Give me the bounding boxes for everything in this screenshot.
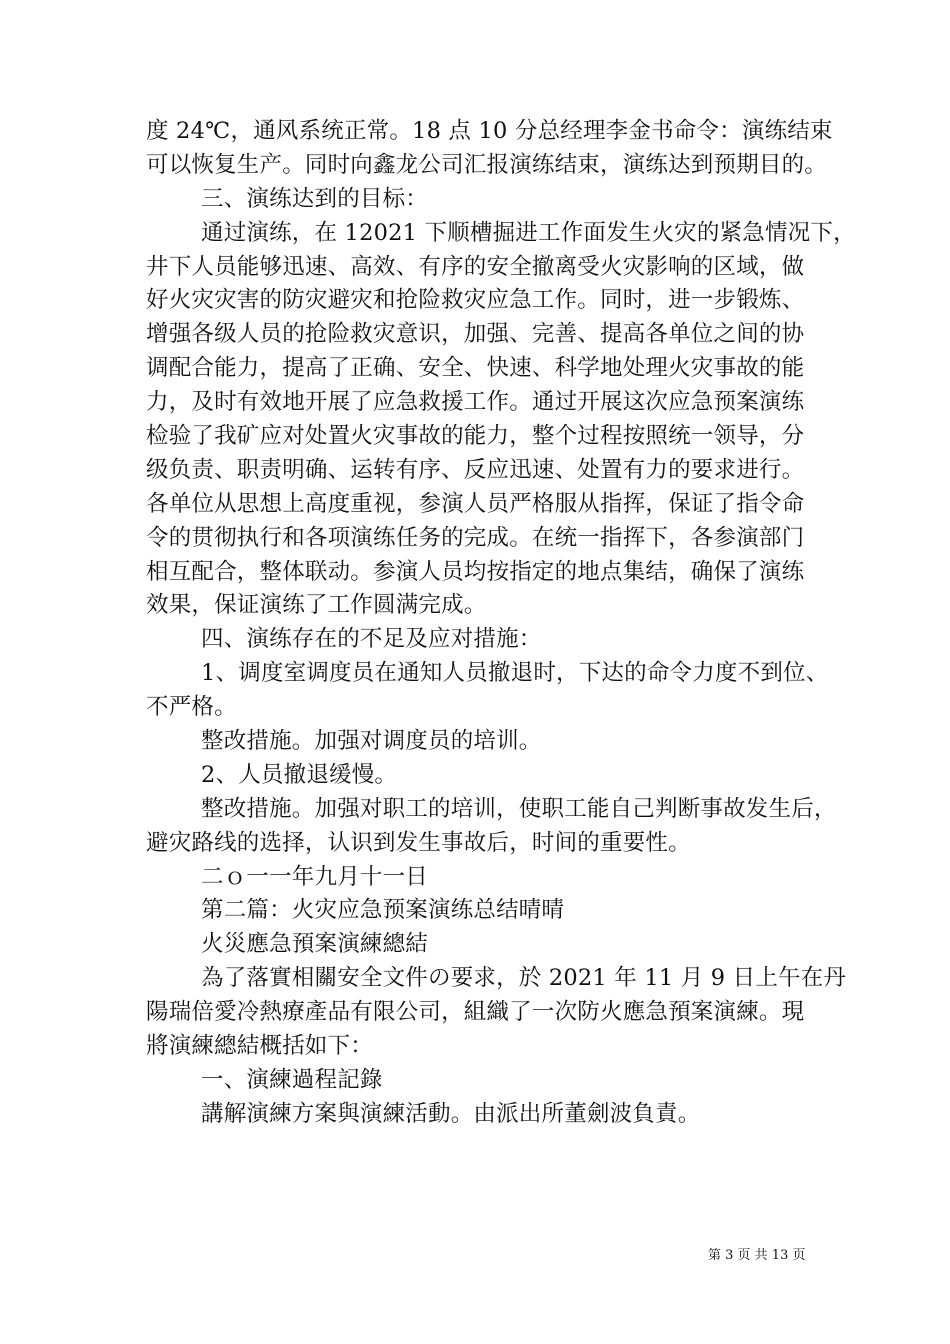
text-line: 效果，保证演练了工作圆满完成。 [146, 592, 487, 619]
text-line: 第二篇：火灾应急预案演练总结晴晴 [201, 897, 565, 924]
text-line: 级负责、职责明确、运转有序、反应迅速、处置有力的要求进行。 [146, 456, 805, 483]
text-line: 四、演练存在的不足及应对措施： [201, 626, 542, 653]
text-line: 三、演练达到的目标： [201, 185, 429, 212]
document-body [146, 115, 856, 1132]
text-line: 令的贯彻执行和各项演练任务的完成。在统一指挥下，各参演部门 [146, 524, 805, 551]
text-line: 2、人员撤退缓慢。 [201, 761, 398, 788]
text-line: 井下人员能够迅速、高效、有序的安全撤离受火灾影响的区域，做 [146, 253, 805, 280]
page-footer: 第 3 页 共 13 页 [708, 1248, 806, 1263]
text-line: 1、调度室调度员在通知人员撤退时，下达的命令力度不到位、 [201, 660, 829, 687]
text-line: 各单位从思想上高度重视，参演人员严格服从指挥，保证了指令命 [146, 490, 805, 517]
text-line: 二ｏ一一年九月十一日 [201, 863, 429, 890]
text-line: 整改措施。加强对调度员的培训。 [201, 728, 542, 755]
text-line: 整改措施。加强对职工的培训，使职工能自己判断事故发生后， [201, 795, 837, 822]
text-line: 调配合能力，提高了正确、安全、快速、科学地处理火灾事故的能 [146, 355, 805, 382]
text-line: 為了落實相關安全文件の要求，於 2021 年 11 月 9 日上午在丹 [201, 965, 847, 992]
text-line: 好火灾灾害的防灾避灾和抢险救灾应急工作。同时，进一步锻炼、 [146, 287, 805, 314]
text-line: 通过演练，在 12021 下顺槽掘进工作面发生火灾的紧急情况下， [201, 219, 856, 246]
text-line: 一、演練過程記錄 [201, 1066, 383, 1093]
text-line: 火災應急預案演練總結 [201, 931, 429, 958]
text-line: 度 24℃，通风系统正常。18 点 10 分总经理李金书命令：演练结束 [146, 118, 833, 144]
text-line: 力，及时有效地开展了应急救援工作。通过开展这次应急预案演练 [146, 389, 805, 416]
text-line: 不严格。 [146, 694, 237, 721]
text-line: 可以恢复生产。同时向鑫龙公司汇报演练结束，演练达到预期目的。 [146, 151, 828, 178]
text-line: 講解演練方案與演練活動。由派出所董劍波負責。 [201, 1100, 701, 1127]
text-line: 將演練總結概括如下： [146, 1033, 374, 1060]
text-line: 避灾路线的选择，认识到发生事故后，时间的重要性。 [146, 829, 691, 856]
text-line: 增强各级人员的抢险救灾意识，加强、完善、提高各单位之间的协 [146, 321, 805, 348]
text-line: 陽瑞倍愛冷熱療產品有限公司，組織了一次防火應急預案演練。現 [146, 999, 805, 1026]
text-line: 检验了我矿应对处置火灾事故的能力，整个过程按照统一领导，分 [146, 423, 805, 450]
text-line: 相互配合，整体联动。参演人员均按指定的地点集结，确保了演练 [146, 558, 805, 585]
